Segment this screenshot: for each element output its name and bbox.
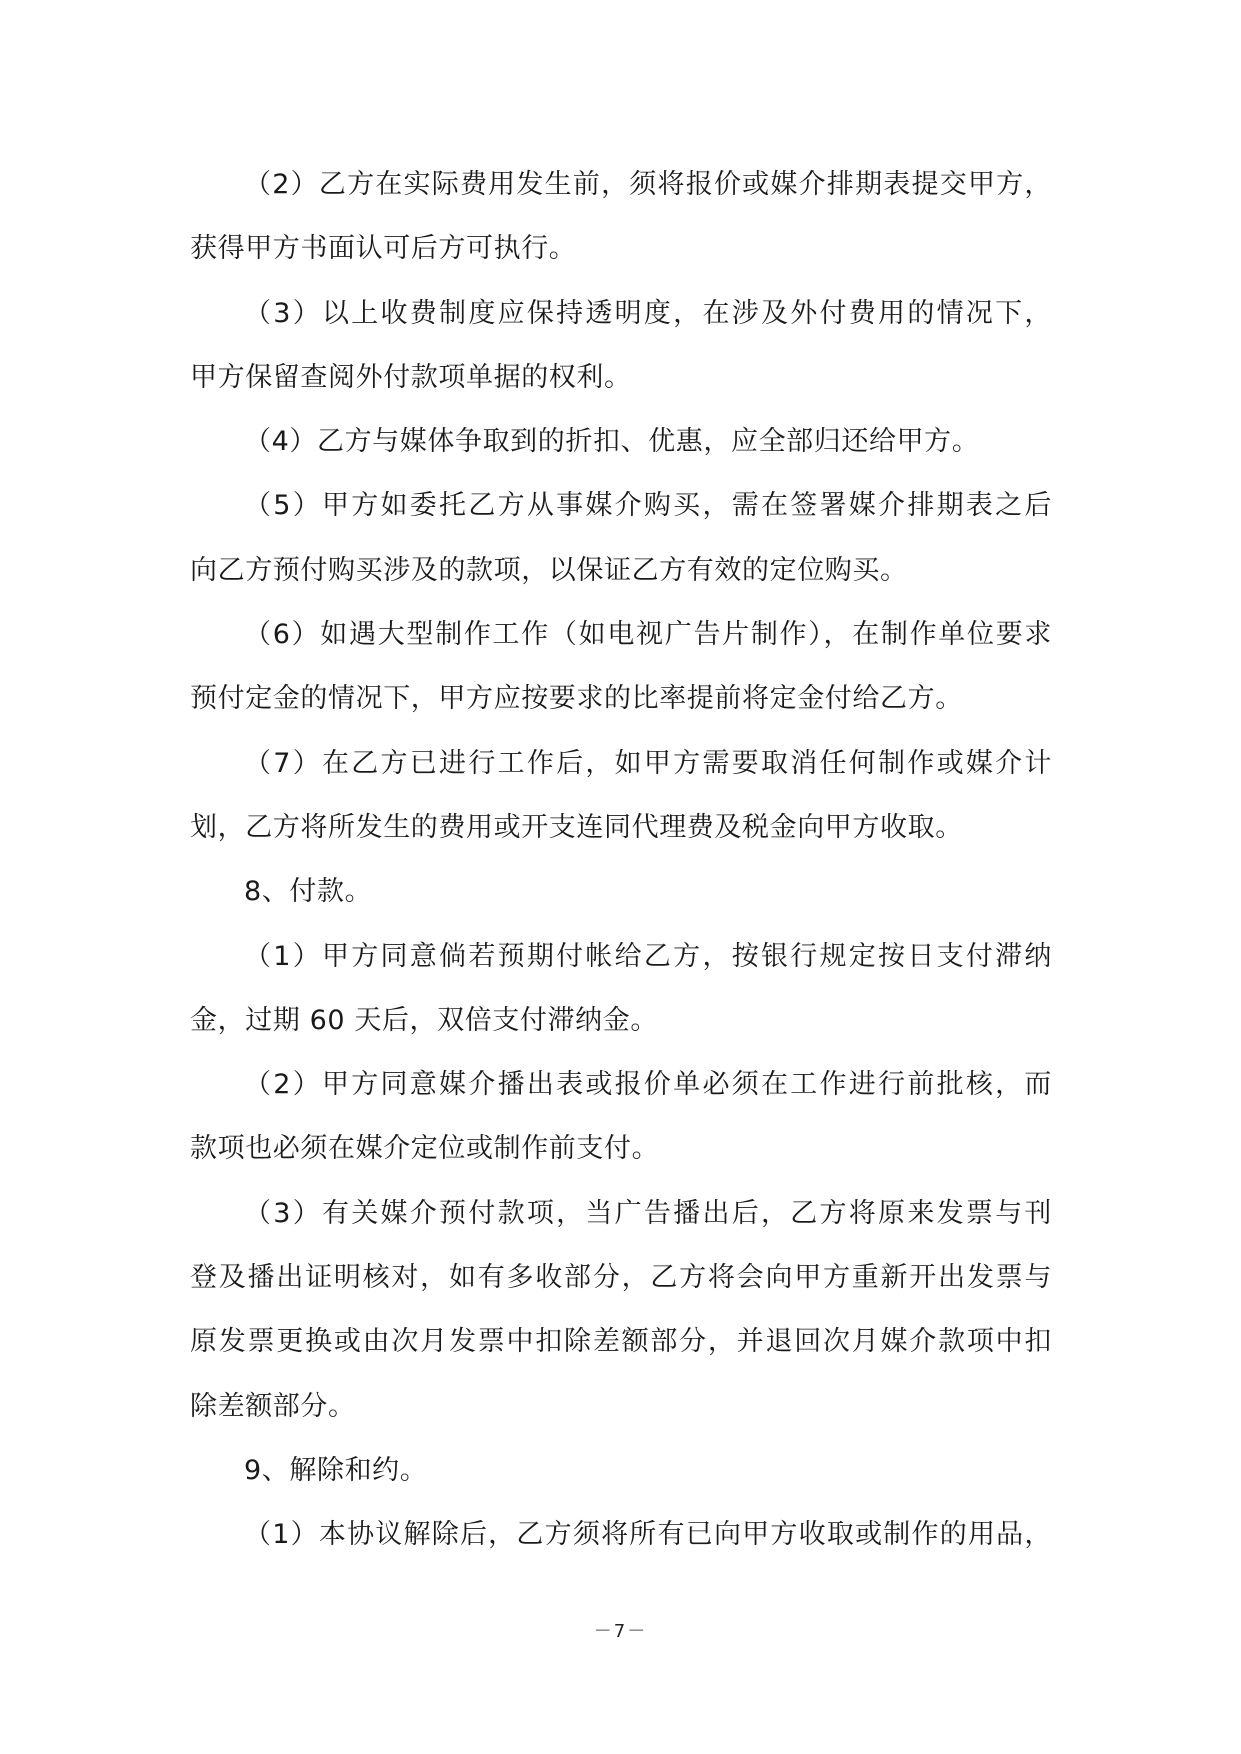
text-line: （7）在乙方已进行工作后，如甲方需要取消任何制作或媒介计 — [244, 747, 1052, 779]
paragraph-clause-9-1 — [190, 1503, 1052, 1567]
text-line: 划，乙方将所发生的费用或开支连同代理费及税金向甲方收取。 — [190, 811, 963, 843]
document-body — [190, 153, 1052, 1568]
paragraph-clause-7-6 — [190, 603, 1052, 732]
paragraph-clause-8-2 — [190, 1053, 1052, 1182]
text-line: 除差额部分。 — [190, 1390, 356, 1422]
text-line: （4）乙方与媒体争取到的折扣、优惠，应全部归还给甲方。 — [244, 426, 980, 458]
paragraph-clause-7-7 — [190, 732, 1052, 861]
text-line: （5）甲方如委托乙方从事媒介购买，需在签署媒介排期表之后 — [244, 490, 1052, 522]
text-line: 获得甲方书面认可后方可执行。 — [190, 233, 577, 265]
page-number: －7－ — [593, 1621, 648, 1642]
paragraph-clause-7-4 — [190, 410, 1052, 474]
text-line: （1）本协议解除后，乙方须将所有已向甲方收取或制作的用品， — [244, 1519, 1052, 1551]
text-line: （2）乙方在实际费用发生前，须将报价或媒介排期表提交甲方， — [244, 169, 1052, 200]
text-line: 原发票更换或由次月发票中扣除差额部分，并退回次月媒介款项中扣 — [190, 1326, 1052, 1358]
text-line: （3）以上收费制度应保持透明度，在涉及外付费用的情况下， — [244, 297, 1052, 329]
paragraph-clause-7-2 — [190, 153, 1052, 282]
text-line: （2）甲方同意媒介播出表或报价单必须在工作进行前批核，而 — [244, 1069, 1052, 1101]
section-heading-9 — [190, 1439, 1052, 1503]
text-line: 金，过期 60 天后，双倍支付滞纳金。 — [190, 1004, 658, 1036]
paragraph-clause-7-5 — [190, 474, 1052, 603]
section-heading-8 — [190, 860, 1052, 924]
heading-text: 9、解除和约。 — [244, 1454, 428, 1486]
text-line: （3）有关媒介预付款项，当广告播出后，乙方将原来发票与刊 — [244, 1197, 1052, 1229]
paragraph-clause-7-3 — [190, 282, 1052, 411]
text-line: 登及播出证明核对，如有多收部分，乙方将会向甲方重新开出发票与 — [190, 1262, 1052, 1294]
text-line: 预付定金的情况下，甲方应按要求的比率提前将定金付给乙方。 — [190, 683, 963, 715]
heading-text: 8、付款。 — [244, 876, 373, 908]
paragraph-clause-8-1 — [190, 925, 1052, 1054]
paragraph-clause-8-3 — [190, 1182, 1052, 1439]
text-line: （1）甲方同意倘若预期付帐给乙方，按银行规定按日支付滞纳 — [244, 940, 1052, 972]
text-line: 向乙方预付购买涉及的款项，以保证乙方有效的定位购买。 — [190, 554, 908, 586]
text-line: （6）如遇大型制作工作（如电视广告片制作），在制作单位要求 — [244, 619, 1052, 651]
text-line: 甲方保留查阅外付款项单据的权利。 — [190, 361, 632, 393]
text-line: 款项也必须在媒介定位或制作前支付。 — [190, 1133, 660, 1165]
